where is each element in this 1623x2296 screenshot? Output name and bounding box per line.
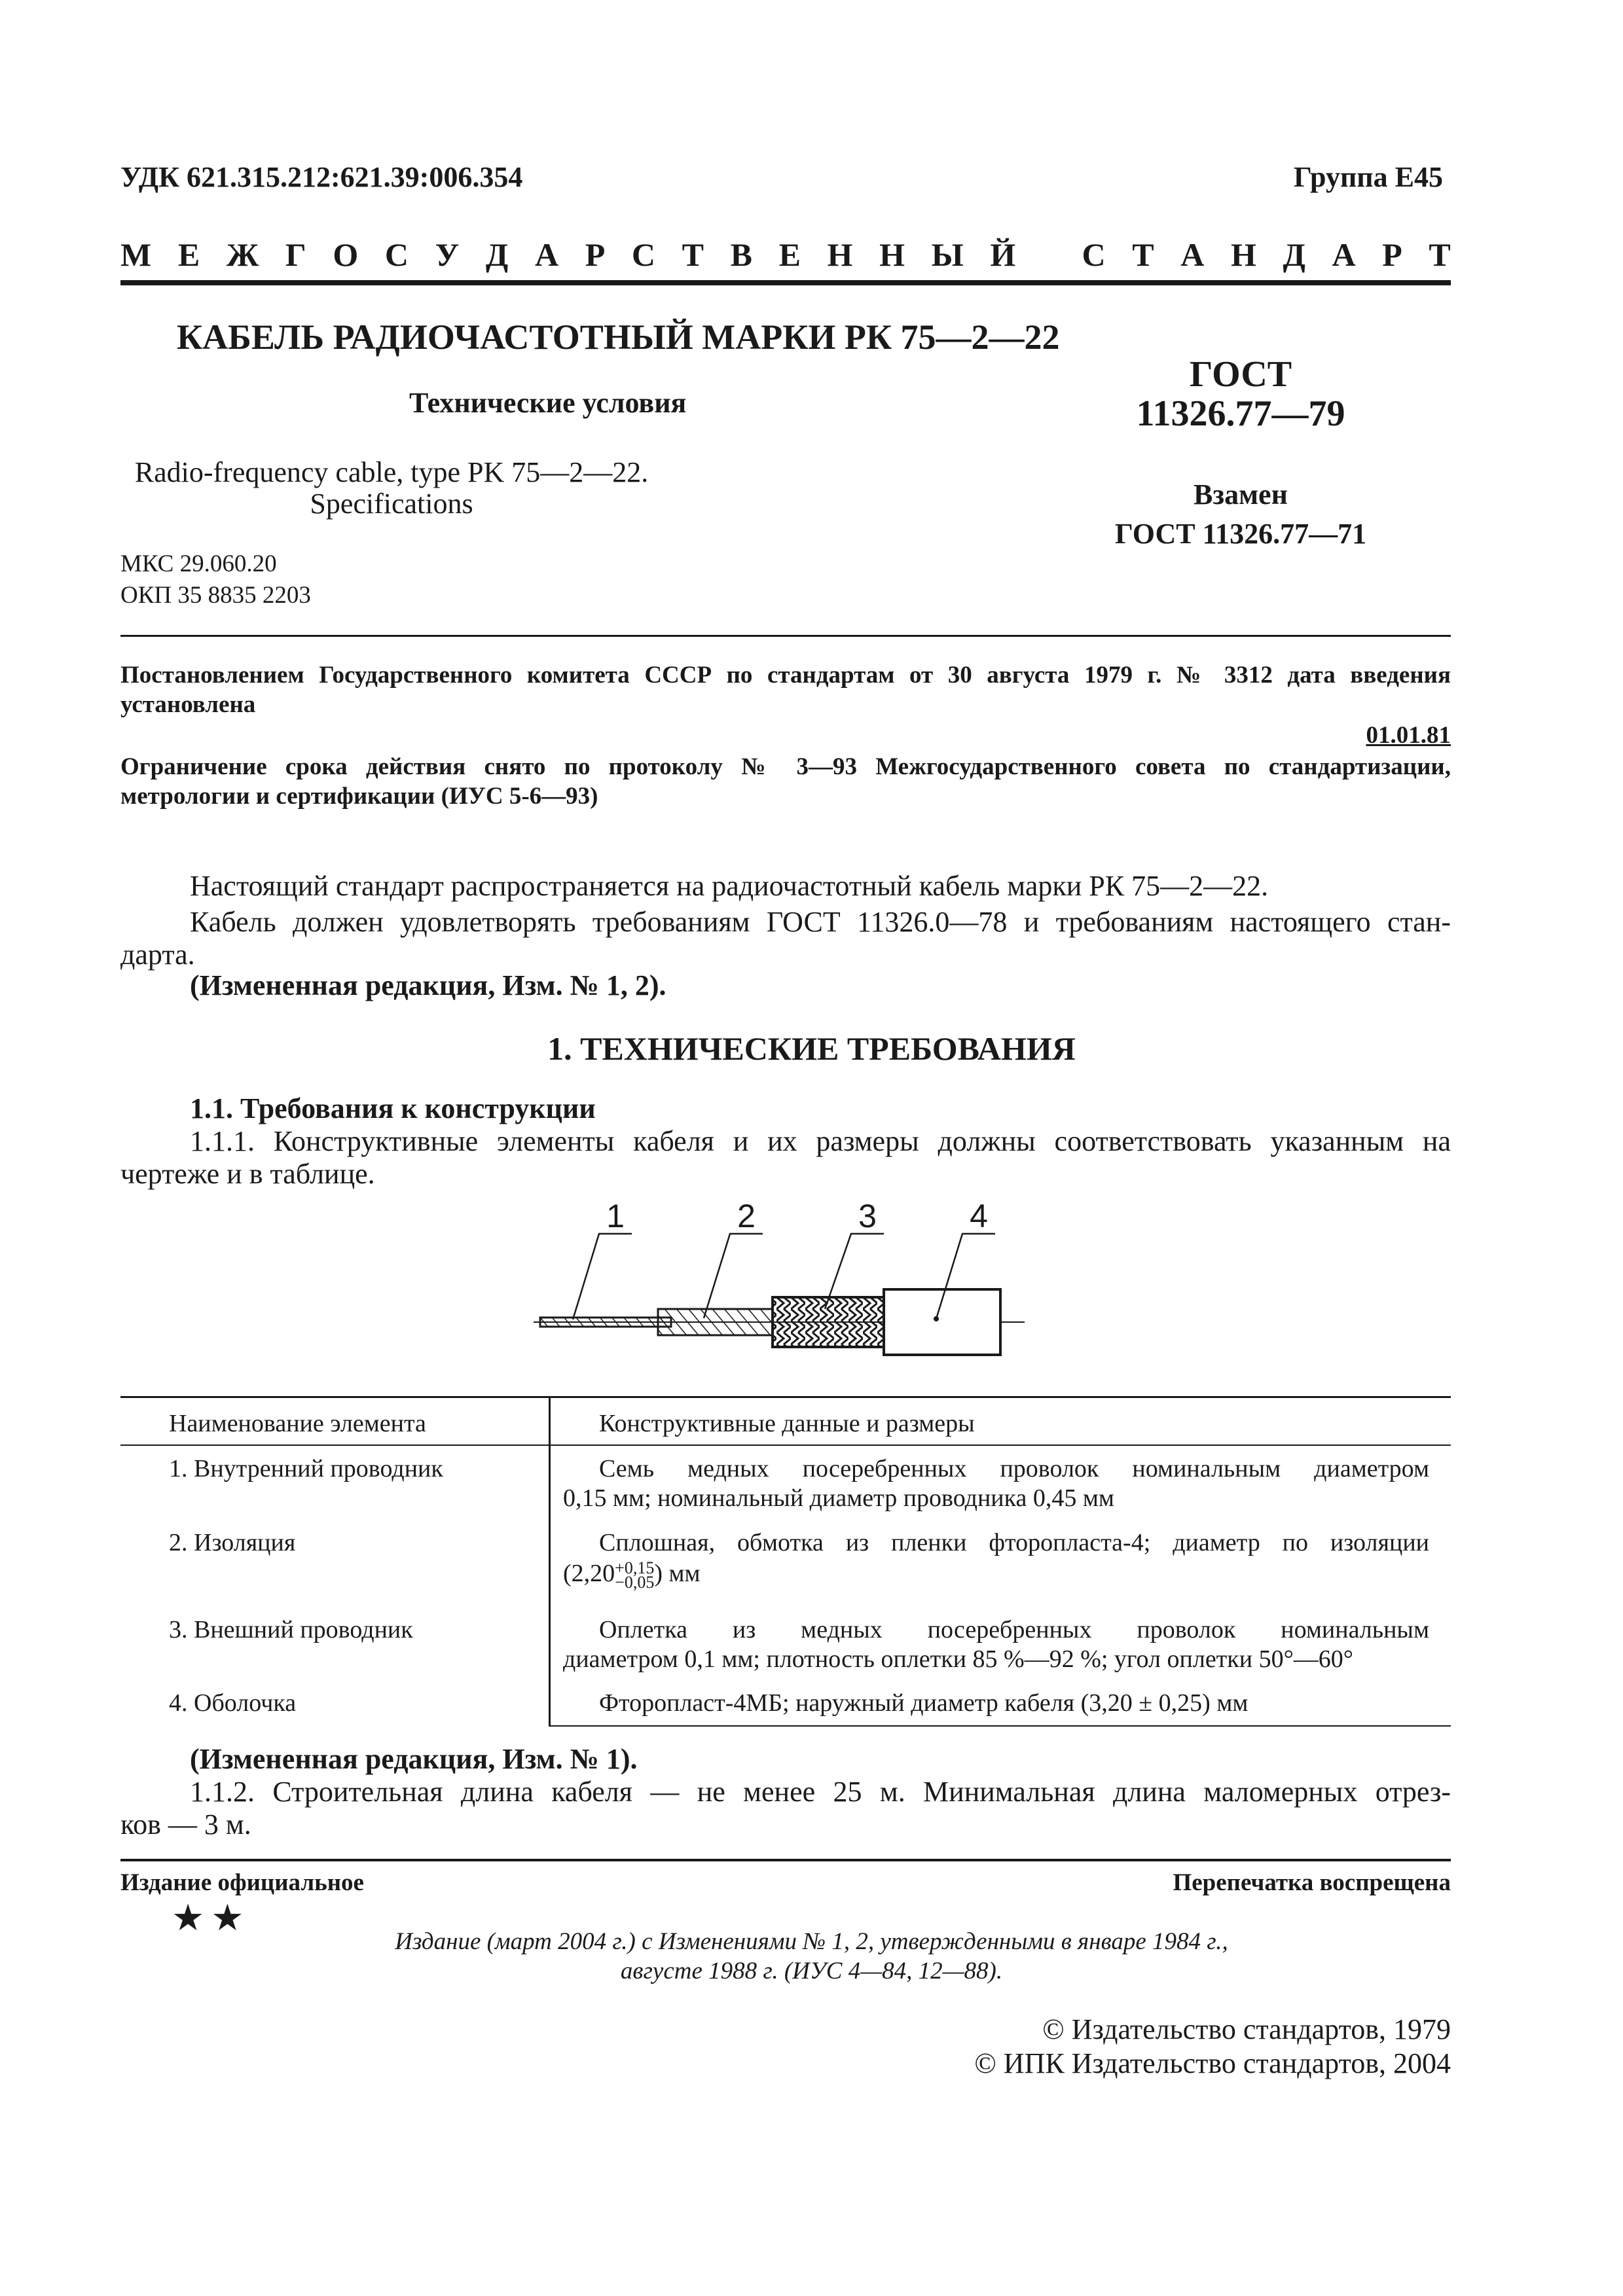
banner-letter: Д [485, 236, 509, 273]
row-4-data-line1: Фторопласт-4МБ; наружный диаметр кабеля (3,20 ± 0,25) мм [599, 1689, 1249, 1717]
banner-letter: С [1082, 236, 1106, 273]
diagram-label-4: 4 [970, 1198, 988, 1234]
okp-code: ОКП 35 8835 2203 [120, 582, 311, 609]
intro-revision: (Измененная редакция, Изм. № 1, 2). [190, 969, 666, 1001]
banner-letter: О [333, 236, 359, 273]
banner-letter: Е [778, 236, 801, 273]
banner-letter: С [384, 236, 409, 273]
replaces-number: ГОСТ 11326.77—71 [1114, 518, 1367, 550]
leader-line-1 [573, 1234, 632, 1319]
banner-letter: А [534, 236, 559, 273]
banner-letter: Т [1132, 236, 1154, 273]
row-3-data-line2: диаметром 0,1 мм; плотность оплетки 85 %—92 %; угол оплетки 50°—60° [563, 1645, 1353, 1673]
limit-line1: Ограничение срока действия снято по протоколу № 3—93 Межгосударственного совета по стандартизации, [120, 753, 1451, 780]
copyright-1979: © Издательство стандартов, 1979 [1042, 2013, 1451, 2045]
table-revision: (Измененная редакция, Изм. № 1). [190, 1743, 638, 1775]
diagram-label-2: 2 [737, 1198, 756, 1234]
banner-letter: Н [827, 236, 853, 273]
diameter-value: (2,20 [563, 1560, 615, 1587]
insulation-shape [658, 1309, 773, 1335]
row-3-name: 3. Внешний проводник [169, 1616, 413, 1643]
edition-line1: Издание (март 2004 г.) с Изменениями № 1, 2, утвержденными в январе 1984 г., [395, 1928, 1228, 1955]
banner-letter: Н [879, 236, 905, 273]
banner-letter: Т [1429, 236, 1451, 273]
title-rule [120, 635, 1451, 637]
gost-number: 11326.77—79 [1136, 393, 1345, 434]
row-1-data-line1: Семь медных посеребренных проволок номинальным диаметром [599, 1455, 1429, 1482]
subsection-heading: 1.1. Требования к конструкции [190, 1092, 596, 1124]
tolerance [615, 1558, 655, 1592]
banner-rule [120, 280, 1451, 285]
document-title: КАБЕЛЬ РАДИОЧАСТОТНЫЙ МАРКИ РК 75—2—22 [177, 317, 1060, 357]
intro-paragraph-2-line1: Кабель должен удовлетворять требованиям ГОСТ 11326.0—78 и требованиям настоящего стан- [190, 906, 1451, 938]
row-2-data-line2 [563, 1559, 701, 1590]
row-4-name: 4. Оболочка [169, 1689, 297, 1717]
copyright-2004: © ИПК Издательство стандартов, 2004 [974, 2047, 1451, 2079]
stars-mark: ★★ [172, 1898, 251, 1939]
banner-letter: С [631, 236, 655, 273]
intro-paragraph-2-line2: дарта. [120, 939, 195, 971]
diagram-label-3: 3 [858, 1198, 877, 1234]
reprint-notice: Перепечатка воспрещена [1173, 1869, 1451, 1896]
banner-letter: Т [682, 236, 704, 273]
english-title-line1: Radio-frequency cable, type PK 75—2—22. [134, 456, 649, 488]
table-bottom-rule [549, 1725, 1451, 1727]
group-code: Группа Е45 [1293, 161, 1443, 193]
mks-code: МКС 29.060.20 [120, 550, 277, 577]
banner-letter: В [730, 236, 752, 273]
decree-line1: Постановлением Государственного комитета СССР по стандартам от 30 августа 1979 г. № 3312 дата введения [120, 662, 1451, 689]
banner-letter: М [120, 236, 152, 273]
row-2-name: 2. Изоляция [169, 1529, 296, 1556]
udk-code: УДК 621.315.212:621.39:006.354 [120, 161, 523, 193]
edition-line2: августе 1988 г. (ИУС 4—84, 12—88). [620, 1958, 1003, 1984]
document-subtitle: Технические условия [409, 387, 687, 419]
table-header-rule [120, 1444, 1451, 1446]
cable-diagram [517, 1191, 1041, 1381]
standard-banner [120, 236, 1451, 275]
diagram-label-1: 1 [606, 1198, 625, 1234]
clause-111-line2: чертеже и в таблице. [120, 1158, 375, 1190]
banner-letter: Г [285, 236, 306, 273]
gost-label: ГОСТ [1189, 354, 1292, 395]
banner-letter: А [1332, 236, 1356, 273]
limit-line2: метрологии и сертификации (ИУС 5-6—93) [120, 783, 598, 810]
outer-conductor-shape [773, 1297, 884, 1347]
effective-date: 01.01.81 [1366, 722, 1451, 749]
table-header-data: Конструктивные данные и размеры [599, 1410, 975, 1437]
replaces-label: Взамен [1194, 478, 1288, 511]
banner-letter: Р [585, 236, 606, 273]
banner-letter: Д [1283, 236, 1305, 273]
clause-111-line1: 1.1.1. Конструктивные элементы кабеля и их размеры должны соответствовать указанным на [190, 1125, 1451, 1157]
table-header-element: Наименование элемента [169, 1410, 426, 1437]
intro-paragraph-1: Настоящий стандарт распространяется на радиочастотный кабель марки РК 75—2—22. [190, 870, 1269, 902]
row-1-name: 1. Внутренний проводник [169, 1455, 443, 1482]
leader-line-2 [704, 1234, 763, 1318]
row-3-data-line1: Оплетка из медных посеребренных проволок номинальным [599, 1616, 1429, 1643]
banner-letter: Ж [226, 236, 259, 273]
clause-112-line1: 1.1.2. Строительная длина кабеля — не менее 25 м. Минимальная длина маломерных отрез- [190, 1776, 1451, 1808]
banner-letter: Й [990, 236, 1016, 273]
banner-letter: У [435, 236, 460, 273]
decree-line2: установлена [120, 691, 256, 718]
table-top-rule [120, 1396, 1451, 1398]
english-title-line2: Specifications [310, 488, 473, 520]
sheath-pointer-dot [934, 1316, 939, 1321]
row-1-data-line2: 0,15 мм; номинальный диаметр проводника 0,45 мм [563, 1484, 1114, 1512]
official-edition: Издание официальное [120, 1869, 364, 1896]
banner-letter: Е [177, 236, 200, 273]
tolerance-upper: +0,15 [615, 1558, 655, 1578]
banner-letter: Р [1382, 236, 1402, 273]
footer-rule [120, 1859, 1451, 1861]
section-heading: 1. ТЕХНИЧЕСКИЕ ТРЕБОВАНИЯ [547, 1030, 1076, 1067]
row-2-data-line1: Сплошная, обмотка из пленки фторопласта-4; диаметр по изоляции [599, 1529, 1429, 1556]
tolerance-lower: −0,05 [615, 1573, 655, 1592]
inner-conductor-shape [540, 1318, 671, 1327]
diameter-unit: ) мм [654, 1560, 701, 1587]
banner-letter: Ы [931, 236, 964, 273]
clause-112-line2: ков — 3 м. [120, 1808, 251, 1840]
banner-word-gap [1042, 236, 1055, 275]
banner-letter: А [1180, 236, 1205, 273]
banner-letter: Н [1230, 236, 1256, 273]
